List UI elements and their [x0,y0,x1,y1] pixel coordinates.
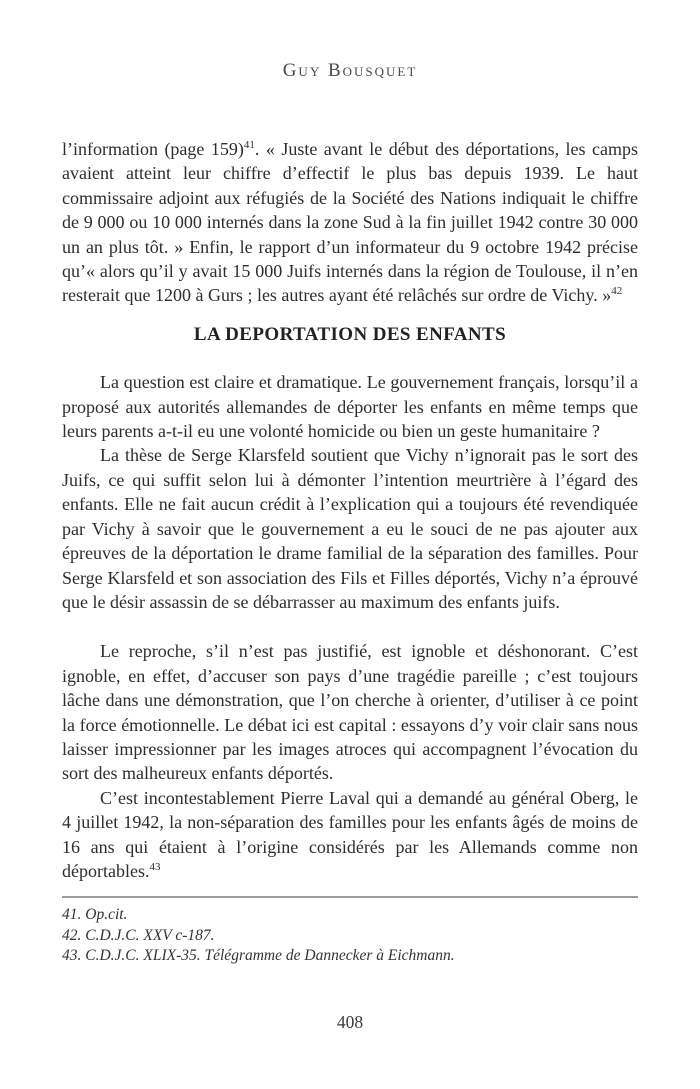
paragraph-reproche: Le reproche, s’il n’est pas justifié, est ignoble et déshonorant. C’est ignoble, en effet, d’accuser son pays d’une tragédie pareille ; c’est toujours lâche dans une démonstration, que l’on cherche à orienter, d’utiliser à ce point la force émotionnelle. Le débat ici est capital : essayons d’y voir clair sans nous laisser impressionner par les images atroces qui accompagnent l’évocation du sort des malheureux enfants déportés. [62,641,638,784]
paragraph-question: La question est claire et dramatique. Le gouvernement français, lorsqu’il a proposé aux autorités allemandes de déporter les enfants en même temps que leurs parents a-t-il eu une volonté homicide ou bien un geste humanitaire ? [62,372,638,442]
footnote-42: 42. C.D.J.C. XXV c-187. [62,926,215,944]
paragraph-continuation-text-2: . « Juste avant le début des déportations, les camps avaient atteint leur chiffre d’effectif le plus bas depuis 1939. Le haut commissaire adjoint aux réfugiés de la Société des Nations indiquait le chiffre de 9 000 ou 10 000 internés dans la zone Sud à la fin juillet 1942 contre 30 000 un an plus tôt. » Enfin, le rapport d’un informateur du 9 octobre 1942 précise qu’« alors qu’il y avait 15 000 Juifs internés dans la région de Toulouse, il n’en resterait que 1200 à Gurs ; les autres ayant été relâchés sur ordre de Vichy. » [62,139,638,306]
body-text [62,137,638,883]
paragraph-continuation [62,137,638,308]
footnote-ref-41: 41 [243,139,255,151]
paragraph-laval [62,786,638,884]
footnote-43: 43. C.D.J.C. XLIX-35. Télégramme de Dannecker à Eichmann. [62,947,455,964]
footnote-ref-42: 42 [611,285,623,298]
paragraph-these-klarsfeld: La thèse de Serge Klarsfeld soutient que Vichy n’ignorait pas le sort des Juifs, ce qui suffit selon lui à démonter l’intention meurtrière à l’égard des enfants. Elle ne fait aucun crédit à l’explication qui a toujours été revendiquée par Vichy à savoir que le gouvernement a eu le souci de ne pas ajouter aux épreuves de la déportation le drame familial de la séparation des familles. Pour Serge Klarsfeld et son association des Fils et Filles déportés, Vichy n’a éprouvé que le désir assassin de se débarrasser au maximum des enfants juifs. [62,445,638,612]
page-number: 408 [336,1012,364,1032]
section-heading: LA DEPORTATION DES ENFANTS [193,323,507,345]
paragraph-laval-text: C’est incontestablement Pierre Laval qui a demandé au général Oberg, le 4 juillet 1942, la non-séparation des familles pour les enfants âgés de moins de 16 ans qui étaient à l’origine considérés par les Allemands comme non déportables. [62,787,638,881]
footnote-41: 41. Op.cit. [62,906,128,923]
footnote-ref-43: 43 [149,860,161,873]
paragraph-continuation-text-1: l’information (page 159) [62,139,244,159]
footnotes-section [62,896,638,967]
running-header: Guy Bousquet [282,60,418,81]
